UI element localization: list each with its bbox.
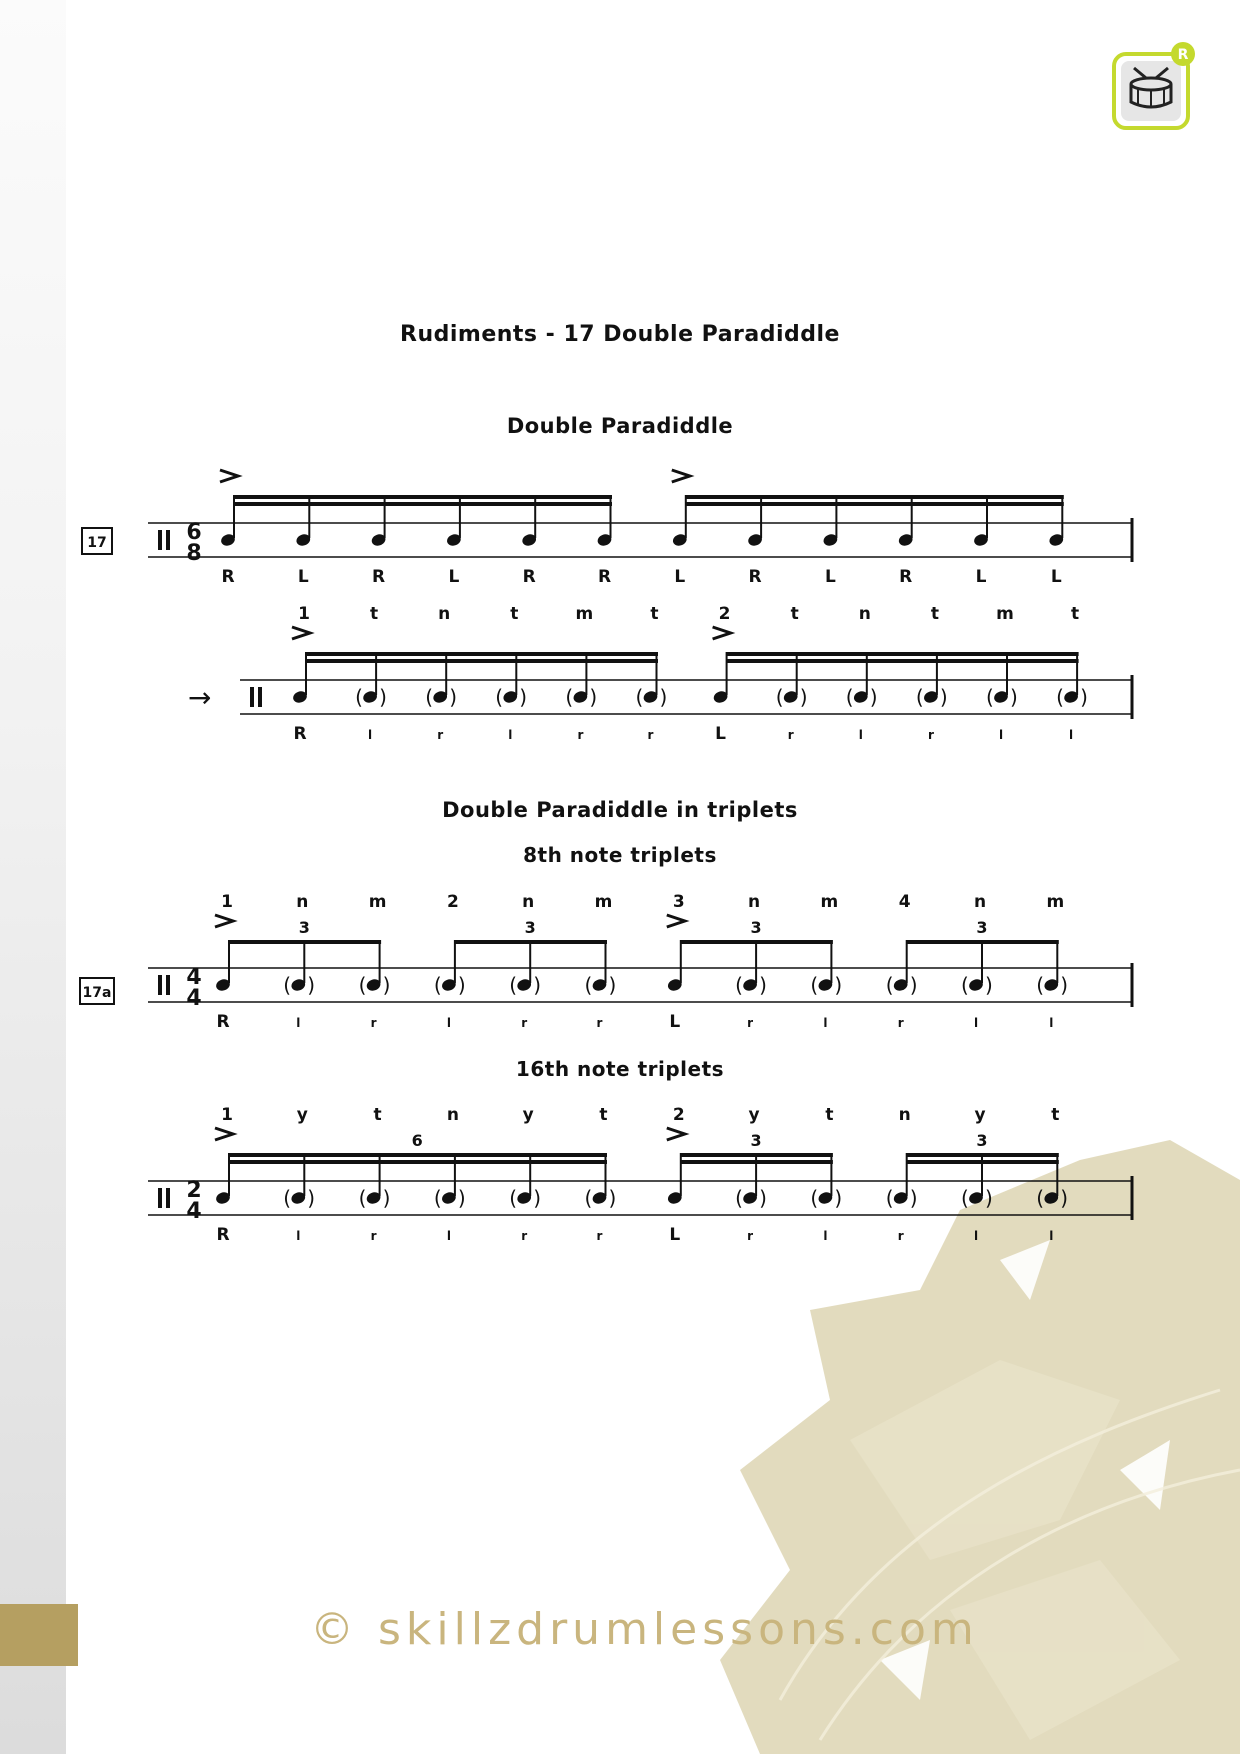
tuplet-number: 3	[524, 918, 536, 937]
ghost-paren-left: (	[1056, 685, 1064, 709]
ghost-paren-left: (	[358, 973, 367, 997]
ghost-paren-left: (	[283, 973, 292, 997]
tuplet-number: 6	[411, 1131, 423, 1150]
sticking-label: L	[674, 567, 686, 587]
beam	[727, 659, 1079, 663]
ghost-paren-left: (	[584, 973, 593, 997]
sticking-label: L	[715, 724, 727, 744]
ghost-paren-right: )	[382, 1186, 391, 1210]
time-signature-top: 4	[186, 965, 202, 990]
count-label: 3	[672, 892, 685, 912]
beam	[907, 940, 1059, 944]
sticking-label: L	[448, 567, 460, 587]
count-label: n	[296, 892, 309, 912]
count-label: y	[974, 1105, 986, 1125]
beam	[686, 495, 1064, 499]
sticking-label: l	[973, 1016, 979, 1030]
count-label: 4	[898, 892, 911, 912]
ghost-paren-right: )	[834, 1186, 843, 1210]
count-label: m	[575, 604, 594, 624]
count-label: y	[522, 1105, 534, 1125]
copyright-footer: © skillzdrumlessons.com	[310, 1604, 979, 1655]
sticking-label: r	[747, 1229, 754, 1243]
ghost-paren-right: )	[834, 973, 843, 997]
sticking-label: l	[446, 1229, 451, 1243]
ghost-paren-right: )	[799, 685, 808, 709]
ghost-paren-right: )	[307, 1186, 316, 1210]
sticking-label: l	[1049, 1229, 1054, 1243]
beam	[681, 1160, 833, 1164]
percussion-clef-bar	[166, 975, 170, 995]
ghost-paren-right: )	[533, 1186, 542, 1210]
ghost-paren-left: (	[433, 1186, 442, 1210]
section-title-triplets: Double Paradiddle in triplets	[442, 798, 798, 822]
count-label: t	[930, 604, 939, 624]
percussion-clef-bar	[158, 530, 162, 550]
count-label: 2	[718, 604, 731, 624]
sticking-label: r	[437, 728, 444, 742]
count-label: y	[748, 1105, 760, 1125]
percussion-clef-bar	[250, 687, 254, 707]
tuplet-number: 3	[298, 918, 310, 937]
sticking-label: r	[927, 728, 934, 742]
ghost-paren-right: )	[985, 973, 993, 997]
ghost-paren-right: )	[307, 973, 316, 997]
sticking-label: L	[1050, 567, 1062, 587]
accent-mark	[713, 627, 731, 639]
sticking-label: l	[508, 728, 513, 742]
ghost-paren-left: (	[810, 1186, 819, 1210]
count-label: t	[825, 1105, 834, 1125]
beam	[681, 1153, 833, 1157]
count-label: n	[858, 604, 871, 624]
sticking-label: L	[297, 567, 309, 587]
sticking-label: r	[521, 1229, 528, 1243]
accent-mark	[220, 470, 238, 482]
time-signature-bottom: 4	[186, 1199, 202, 1224]
ghost-paren-left: (	[775, 685, 784, 709]
count-label: 1	[298, 604, 310, 624]
ghost-paren-left: (	[845, 685, 854, 709]
ghost-paren-left: (	[1036, 1186, 1045, 1210]
ghost-paren-left: (	[358, 1186, 367, 1210]
beam	[907, 1160, 1059, 1164]
ghost-paren-left: (	[495, 685, 504, 709]
sticking-label: r	[897, 1229, 904, 1243]
count-label: t	[1071, 604, 1080, 624]
ghost-paren-right: )	[457, 973, 466, 997]
count-label: m	[594, 892, 613, 912]
tuplet-number: 3	[750, 1131, 762, 1150]
count-label: t	[1051, 1105, 1060, 1125]
ghost-paren-left: (	[735, 1186, 743, 1210]
count-label: m	[368, 892, 387, 912]
percussion-clef-bar	[166, 1188, 170, 1208]
section-title-double-paradiddle: Double Paradiddle	[506, 414, 734, 438]
sticking-label: L	[824, 567, 836, 587]
ghost-paren-right: )	[519, 685, 528, 709]
count-label: t	[790, 604, 799, 624]
ghost-paren-left: (	[425, 685, 434, 709]
beam	[229, 1160, 607, 1164]
ghost-paren-left: (	[885, 1186, 894, 1210]
beam	[234, 502, 612, 506]
count-label: t	[650, 604, 659, 624]
accent-mark	[215, 1128, 233, 1140]
count-label: n	[522, 892, 535, 912]
sticking-label: l	[1069, 728, 1074, 742]
sticking-label: r	[787, 728, 794, 742]
ghost-paren-right: )	[379, 685, 387, 709]
ghost-paren-right: )	[608, 973, 617, 997]
count-label: n	[973, 892, 987, 912]
sticking-label: r	[521, 1016, 528, 1030]
count-label: n	[898, 1105, 911, 1125]
ghost-paren-right: )	[457, 1186, 466, 1210]
time-signature-top: 6	[186, 520, 202, 545]
sticking-label: l	[296, 1229, 301, 1243]
sticking-label: l	[998, 728, 1004, 742]
sticking-label: r	[596, 1016, 603, 1030]
subtitle-16th-triplets: 16th note triplets	[515, 1057, 725, 1081]
beam	[686, 502, 1064, 506]
count-label: m	[1046, 892, 1065, 912]
ghost-paren-left: (	[584, 1186, 593, 1210]
ghost-paren-right: )	[909, 1186, 918, 1210]
ghost-paren-right: )	[1060, 1186, 1069, 1210]
logo-badge: R	[1177, 47, 1189, 63]
sticking-label: L	[669, 1012, 681, 1032]
ghost-paren-left: (	[885, 973, 894, 997]
ghost-paren-left: (	[735, 973, 743, 997]
ghost-paren-right: )	[449, 685, 458, 709]
sticking-label: l	[973, 1229, 979, 1243]
beam	[306, 659, 658, 663]
sticking-label: R	[899, 567, 913, 587]
sticking-label: l	[858, 728, 863, 742]
sticking-label: l	[823, 1016, 828, 1030]
sticking-label: R	[748, 567, 762, 587]
accent-mark	[292, 627, 310, 639]
count-label: t	[599, 1105, 608, 1125]
sticking-label: r	[370, 1229, 377, 1243]
count-label: t	[373, 1105, 382, 1125]
sticking-label: L	[975, 567, 987, 587]
sticking-label: l	[823, 1229, 828, 1243]
sticking-label: R	[221, 567, 235, 587]
count-label: 1	[221, 1105, 233, 1125]
sticking-label: l	[1049, 1016, 1054, 1030]
ghost-paren-left: (	[1036, 973, 1045, 997]
ghost-paren-left: (	[635, 685, 644, 709]
beam	[455, 940, 607, 944]
beam	[681, 940, 833, 944]
ghost-paren-right: )	[589, 685, 598, 709]
ghost-paren-left: (	[565, 685, 574, 709]
ghost-paren-right: )	[1080, 685, 1088, 709]
ghost-paren-right: )	[869, 685, 878, 709]
sticking-label: r	[747, 1016, 754, 1030]
count-label: 1	[221, 892, 233, 912]
beam	[229, 940, 381, 944]
sticking-label: r	[596, 1229, 603, 1243]
arrow-icon: →	[188, 681, 212, 714]
beam	[306, 652, 658, 656]
accent-mark	[667, 915, 685, 927]
ghost-paren-right: )	[759, 973, 767, 997]
count-label: y	[296, 1105, 308, 1125]
count-label: m	[820, 892, 839, 912]
ghost-paren-right: )	[909, 973, 918, 997]
time-signature-top: 2	[186, 1178, 202, 1203]
ghost-paren-right: )	[985, 1186, 993, 1210]
count-label: n	[446, 1105, 459, 1125]
tuplet-number: 3	[750, 918, 762, 937]
ghost-paren-left: (	[433, 973, 442, 997]
count-label: n	[748, 892, 761, 912]
sticking-label: r	[577, 728, 584, 742]
sticking-label: l	[296, 1016, 301, 1030]
time-signature-bottom: 4	[186, 986, 202, 1011]
accent-mark	[672, 470, 690, 482]
ghost-paren-right: )	[659, 685, 668, 709]
sticking-label: R	[216, 1012, 230, 1032]
count-label: t	[510, 604, 519, 624]
sticking-label: L	[669, 1225, 681, 1245]
sticking-label: r	[897, 1016, 904, 1030]
ghost-paren-left: (	[961, 1186, 969, 1210]
ghost-paren-left: (	[961, 973, 969, 997]
ghost-paren-left: (	[986, 685, 994, 709]
sticking-label: r	[370, 1016, 377, 1030]
percussion-clef-bar	[258, 687, 262, 707]
page-title: Rudiments - 17 Double Paradiddle	[400, 322, 840, 347]
ghost-paren-right: )	[1010, 685, 1018, 709]
ghost-paren-right: )	[759, 1186, 767, 1210]
percussion-clef-bar	[158, 975, 162, 995]
ghost-paren-right: )	[533, 973, 542, 997]
ghost-paren-left: (	[283, 1186, 292, 1210]
percussion-clef-bar	[166, 530, 170, 550]
sticking-label: R	[372, 567, 386, 587]
beam	[727, 652, 1079, 656]
accent-mark	[215, 915, 233, 927]
ghost-paren-right: )	[608, 1186, 617, 1210]
ghost-paren-right: )	[939, 685, 948, 709]
count-label: m	[996, 604, 1014, 624]
subtitle-8th-triplets: 8th note triplets	[523, 843, 717, 867]
sticking-label: l	[446, 1016, 451, 1030]
sticking-label: R	[522, 567, 536, 587]
tuplet-number: 3	[976, 1131, 988, 1150]
percussion-clef-bar	[158, 1188, 162, 1208]
ghost-paren-right: )	[1060, 973, 1069, 997]
time-signature-bottom: 8	[186, 541, 202, 566]
count-label: n	[438, 604, 451, 624]
ghost-paren-left: (	[810, 973, 819, 997]
ghost-paren-left: (	[915, 685, 924, 709]
ghost-paren-left: (	[509, 973, 518, 997]
count-label: 2	[672, 1105, 685, 1125]
sticking-label: r	[647, 728, 654, 742]
accent-mark	[667, 1128, 685, 1140]
tuplet-number: 3	[976, 918, 988, 937]
ghost-paren-right: )	[382, 973, 391, 997]
beam	[229, 1153, 607, 1157]
beam	[234, 495, 612, 499]
exercise-label: 17a	[82, 985, 112, 1001]
sticking-label: R	[293, 724, 307, 744]
sticking-label: l	[368, 728, 373, 742]
ghost-paren-left: (	[509, 1186, 518, 1210]
ghost-paren-left: (	[355, 685, 363, 709]
count-label: t	[370, 604, 379, 624]
sticking-label: R	[216, 1225, 230, 1245]
sticking-label: R	[597, 567, 612, 587]
count-label: 2	[446, 892, 459, 912]
beam	[907, 1153, 1059, 1157]
exercise-label: 17	[87, 535, 107, 551]
